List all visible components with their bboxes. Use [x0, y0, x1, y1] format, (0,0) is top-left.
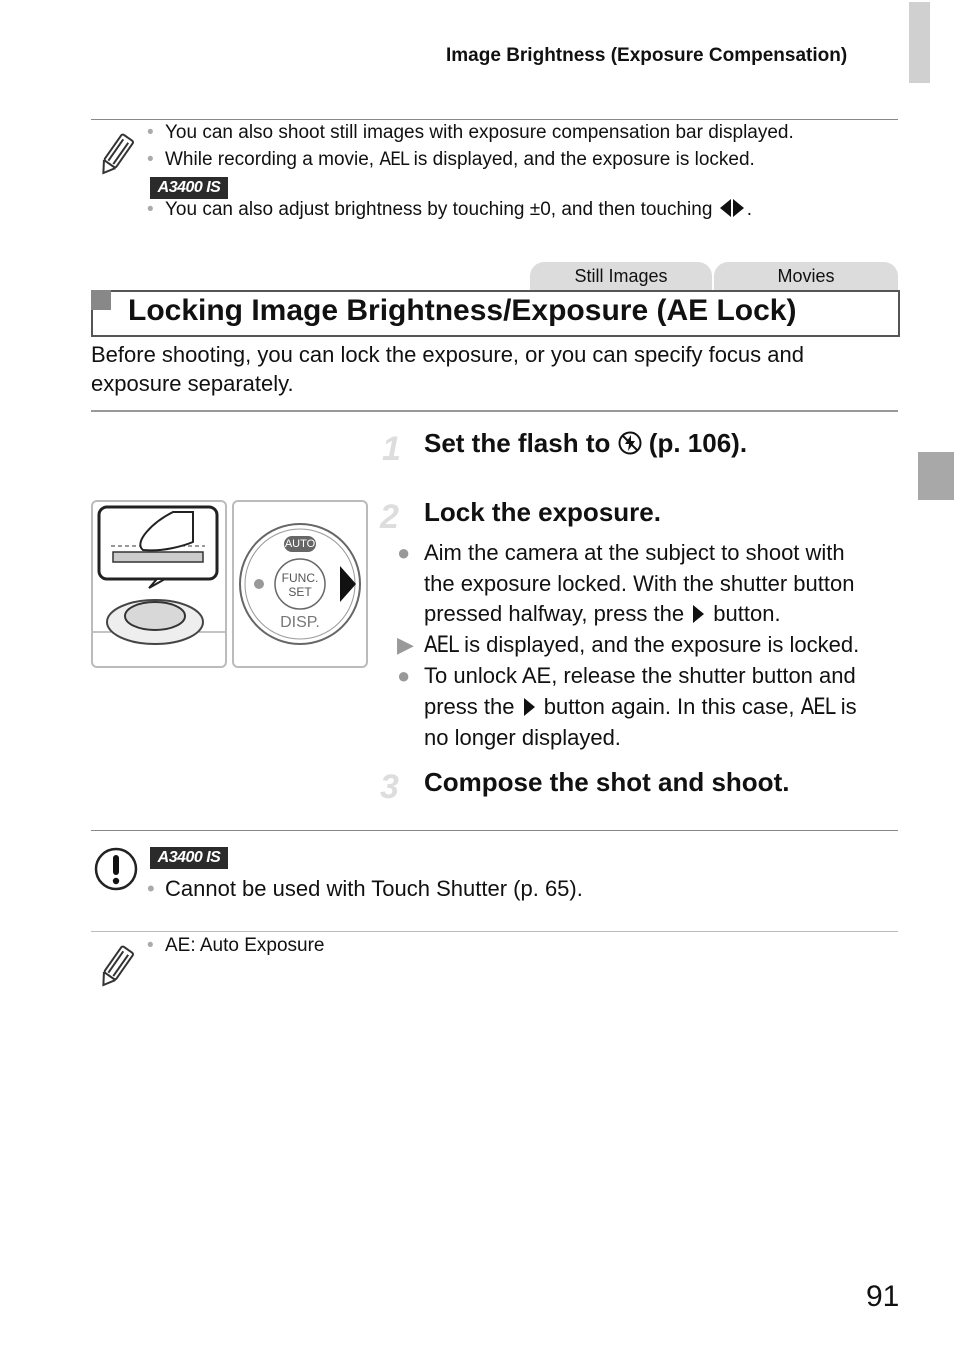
right-arrow-icon	[524, 698, 535, 716]
section-title-box	[91, 290, 900, 337]
pencil-icon	[96, 132, 136, 178]
model-badge: A3400 IS	[150, 177, 228, 199]
flash-off-icon	[618, 431, 642, 455]
tab-still-images: Still Images	[530, 262, 712, 290]
step-number: 1	[382, 430, 401, 468]
divider	[91, 931, 898, 932]
page-header-title: Image Brightness (Exposure Compensation)	[446, 45, 848, 66]
bullet-line: ● Aim the camera at the subject to shoot with	[397, 540, 845, 565]
shutter-illustration	[91, 500, 227, 668]
text-line: press the button again. In this case, AEL is	[424, 693, 857, 720]
step-number: 3	[380, 768, 399, 806]
result-line: ▶ AEL is displayed, and the exposure is locked.	[397, 631, 860, 658]
right-arrow-icon	[693, 605, 704, 623]
set-label: SET	[288, 585, 312, 599]
disp-label: DISP.	[280, 614, 320, 631]
step-title: Set the flash to (p. 106).	[424, 428, 748, 458]
note-item: • While recording a movie, AEL is displayed, and the exposure is locked.	[147, 148, 755, 170]
ael-icon: AEL	[424, 632, 459, 658]
func-label: FUNC.	[281, 571, 319, 585]
model-badge: A3400 IS	[150, 847, 228, 869]
control-dial-illustration	[232, 500, 368, 668]
note-item: • AE: Auto Exposure	[147, 935, 325, 956]
section-intro: Before shooting, you can lock the exposure, or you can specify focus and exposure separately.	[91, 342, 804, 396]
step-body	[397, 538, 859, 754]
text-line: pressed halfway, press the button.	[424, 601, 781, 626]
ael-icon: AEL	[800, 694, 835, 720]
bullet-line: ● To unlock AE, release the shutter button and	[397, 663, 856, 688]
text-line: the exposure locked. With the shutter button	[424, 570, 855, 596]
plus-minus-zero-icon: ±0	[529, 199, 551, 220]
side-tab-top	[909, 2, 930, 83]
model-note-list	[147, 197, 752, 223]
pencil-icon	[96, 944, 136, 990]
divider	[91, 830, 898, 831]
note-item: • Cannot be used with Touch Shutter (p. 65).	[147, 876, 583, 901]
side-tab-chapter	[918, 452, 954, 500]
note-item: • You can also shoot still images with exposure compensation bar displayed.	[147, 122, 794, 143]
shutter-button-icon	[93, 502, 225, 666]
section-title-marker	[91, 290, 111, 310]
step-title: Lock the exposure.	[424, 497, 661, 527]
tab-movies: Movies	[714, 262, 898, 290]
ael-icon: AEL	[379, 148, 409, 170]
caution-list	[147, 876, 583, 902]
divider	[91, 410, 898, 412]
step-number: 2	[380, 498, 399, 536]
section-title: Locking Image Brightness/Exposure (AE Lock)	[128, 294, 797, 327]
right-arrow-icon	[733, 199, 744, 217]
text-line: no longer displayed.	[424, 725, 621, 750]
caution-icon	[94, 847, 138, 891]
auto-label: AUTO	[284, 538, 316, 550]
note-item: • You can also adjust brightness by touching ±0, and then touching .	[147, 199, 752, 220]
bottom-note-list	[147, 933, 325, 959]
step-title: Compose the shot and shoot.	[424, 767, 790, 797]
page-number: 91	[866, 1280, 900, 1313]
top-note-list	[147, 120, 794, 173]
left-arrow-icon	[720, 199, 731, 217]
